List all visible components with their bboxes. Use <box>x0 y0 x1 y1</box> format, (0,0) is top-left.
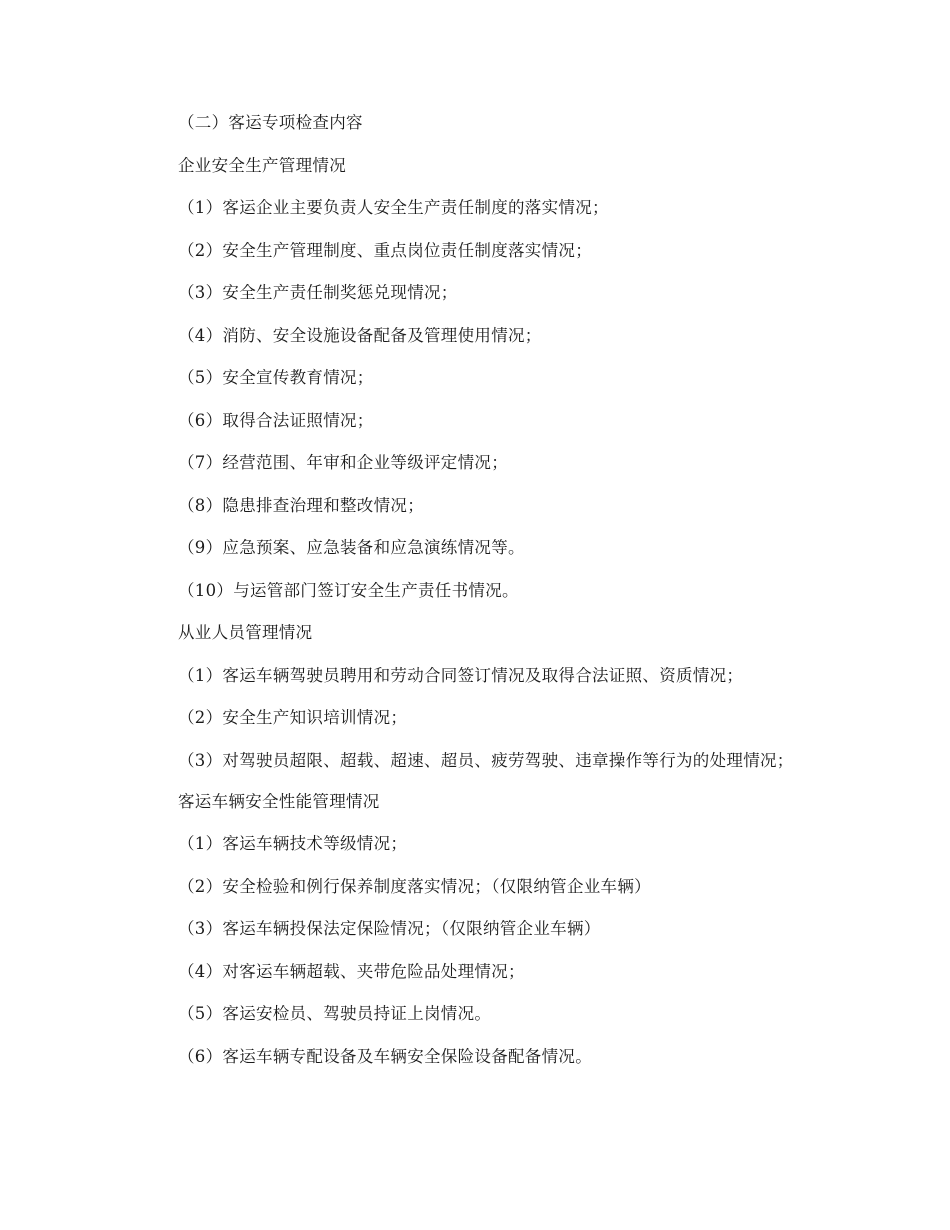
list-item: （4）对客运车辆超载、夹带危险品处理情况； <box>178 961 525 981</box>
list-item: （6）取得合法证照情况； <box>178 410 374 430</box>
list-item: （10）与运管部门签订安全生产责任书情况。 <box>178 580 519 600</box>
subsection-heading: 企业安全生产管理情况 <box>178 155 346 175</box>
list-item: （7）经营范围、年审和企业等级评定情况； <box>178 453 508 472</box>
list-item: （2）安全检验和例行保养制度落实情况；（仅限纳管企业车辆） <box>178 876 651 896</box>
list-item: （2）安全生产知识培训情况； <box>178 708 408 727</box>
list-item: （2）安全生产管理制度、重点岗位责任制度落实情况； <box>178 240 592 260</box>
list-item: （9）应急预案、应急装备和应急演练情况等。 <box>178 538 525 557</box>
section-heading: （二）客运专项检查内容 <box>178 113 363 132</box>
list-item: （1）客运车辆技术等级情况； <box>178 834 408 853</box>
list-item: （1）客运企业主要负责人安全生产责任制度的落实情况； <box>178 198 609 217</box>
list-item: （8）隐患排查治理和整改情况； <box>178 495 424 515</box>
list-item: （3）安全生产责任制奖惩兑现情况； <box>178 283 458 302</box>
list-item: （3）客运车辆投保法定保险情况；（仅限纳管企业车辆） <box>178 919 601 938</box>
subsection-heading: 客运车辆安全性能管理情况 <box>178 791 380 811</box>
list-item: （5）安全宣传教育情况； <box>178 368 374 387</box>
list-item: （1）客运车辆驾驶员聘用和劳动合同签订情况及取得合法证照、资质情况； <box>178 665 744 685</box>
subsection-heading: 从业人员管理情况 <box>178 623 313 642</box>
list-item: （5）客运安检员、驾驶员持证上岗情况。 <box>178 1004 492 1023</box>
list-item: （3）对驾驶员超限、超载、超速、超员、疲劳驾驶、违章操作等行为的处理情况； <box>178 750 794 770</box>
list-item: （4）消防、安全设施设备配备及管理使用情况； <box>178 325 542 345</box>
list-item: （6）客运车辆专配设备及车辆安全保险设备配备情况。 <box>178 1046 592 1066</box>
